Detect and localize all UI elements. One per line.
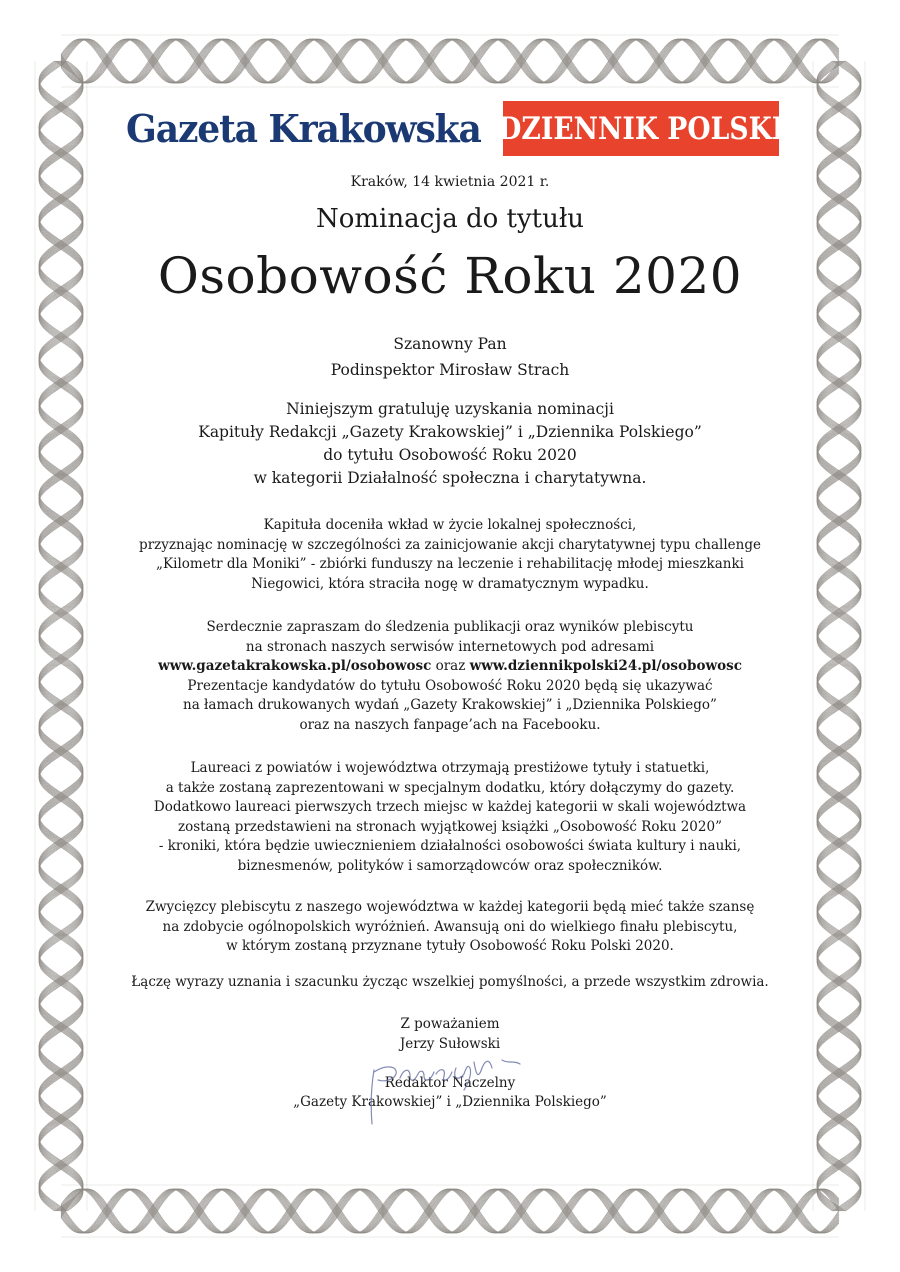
invite-paragraph bbox=[0, 618, 900, 735]
signoff-name: Jerzy Sułowski bbox=[399, 1035, 501, 1052]
invite-line: oraz na naszych fanpage’ach na Facebooku. bbox=[299, 716, 601, 733]
laureates-line: biznesmenów, polityków i samorządowców oraz społeczników. bbox=[237, 857, 663, 874]
signoff-regards: Z poważaniem bbox=[400, 1016, 500, 1032]
links-conjunction: oraz bbox=[431, 658, 470, 674]
salutation: Szanowny Pan bbox=[393, 335, 507, 353]
invite-line: na łamach drukowanych wydań „Gazety Krakowskiej” i „Dziennika Polskiego” bbox=[183, 697, 717, 713]
merit-line: przyznając nominację w szczególności za zainicjowanie akcji charytatywnej typu challenge bbox=[139, 536, 761, 553]
winners-paragraph bbox=[0, 898, 900, 957]
handwritten-signature bbox=[352, 1038, 552, 1128]
gazeta-krakowska-logo: Gazeta Krakowska bbox=[126, 106, 481, 151]
dziennik-url-link[interactable]: www.dziennikpolski24.pl/osobowosc bbox=[469, 658, 742, 674]
nomination-subtitle: Nominacja do tytułu bbox=[315, 204, 585, 234]
merit-line: „Kilometr dla Moniki” - zbiórki funduszy na leczenie i rehabilitację młodej mieszkanki bbox=[156, 556, 744, 572]
intro-paragraph bbox=[0, 398, 900, 490]
gazeta-url-link[interactable]: www.gazetakrakowska.pl/osobowosc bbox=[158, 658, 432, 674]
winners-line: na zdobycie ogólnopolskich wyróżnień. Awansują oni do wielkiego finału plebiscytu, bbox=[162, 918, 738, 935]
merit-paragraph bbox=[0, 516, 900, 594]
dziennik-polski-logo-text: DZIENNIK POLSKI bbox=[498, 110, 784, 147]
winners-line: Zwycięzcy plebiscytu z naszego województwa w każdej kategorii będą mieć także szansę bbox=[145, 899, 755, 915]
laureates-line: Laureaci z powiatów i województwa otrzymają prestiżowe tytuły i statuetki, bbox=[190, 760, 710, 776]
invite-line: Serdecznie zapraszam do śledzenia publikacji oraz wyników plebiscytu bbox=[206, 619, 694, 635]
merit-line: Niegowici, która straciła nogę w dramatycznym wypadku. bbox=[251, 575, 649, 592]
signoff-newspapers: „Gazety Krakowskiej” i „Dziennika Polskiego” bbox=[293, 1094, 607, 1110]
intro-line: do tytułu Osobowość Roku 2020 bbox=[323, 446, 577, 464]
invite-line: na stronach naszych serwisów internetowych pod adresami bbox=[245, 638, 655, 655]
letter-date: Kraków, 14 kwietnia 2021 r. bbox=[350, 174, 550, 190]
links-line bbox=[0, 657, 900, 677]
laureates-paragraph bbox=[0, 759, 900, 876]
intro-line: Niniejszym gratuluję uzyskania nominacji bbox=[286, 400, 614, 418]
closing-sentence: Łączę wyrazy uznania i szacunku życząc wszelkiej pomyślności, a przede wszystkim zdrowia. bbox=[131, 974, 769, 990]
invite-line: Prezentacje kandydatów do tytułu Osobowość Roku 2020 będą się ukazywać bbox=[187, 677, 713, 694]
intro-line: w kategorii Działalność społeczna i charytatywna. bbox=[253, 469, 647, 487]
signoff-position: Redaktor Naczelny bbox=[384, 1074, 516, 1091]
laureates-line: - kroniki, która będzie uwiecznieniem działalności osobowości świata kultury i nauki, bbox=[158, 838, 742, 854]
addressee-block bbox=[0, 331, 900, 383]
addressee-name: Podinspektor Mirosław Strach bbox=[330, 361, 570, 379]
laureates-line: zostaną przedstawieni na stronach wyjątkowej książki „Osobowość Roku 2020” bbox=[178, 818, 722, 835]
laureates-line: a także zostaną zaprezentowani w specjalnym dodatku, który dołączymy do gazety. bbox=[165, 779, 735, 796]
merit-line: Kapituła doceniła wkład w życie lokalnej społeczności, bbox=[263, 517, 637, 533]
intro-line: Kapituły Redakcji „Gazety Krakowskiej” i „Dziennika Polskiego” bbox=[198, 423, 702, 441]
dziennik-polski-logo bbox=[498, 101, 784, 156]
laureates-line: Dodatkowo laureaci pierwszych trzech miejsc w każdej kategorii w skali województwa bbox=[153, 799, 747, 815]
award-title: Osobowość Roku 2020 bbox=[157, 247, 743, 305]
winners-line: w którym zostaną przyznane tytuły Osobowość Roku Polski 2020. bbox=[226, 938, 674, 954]
